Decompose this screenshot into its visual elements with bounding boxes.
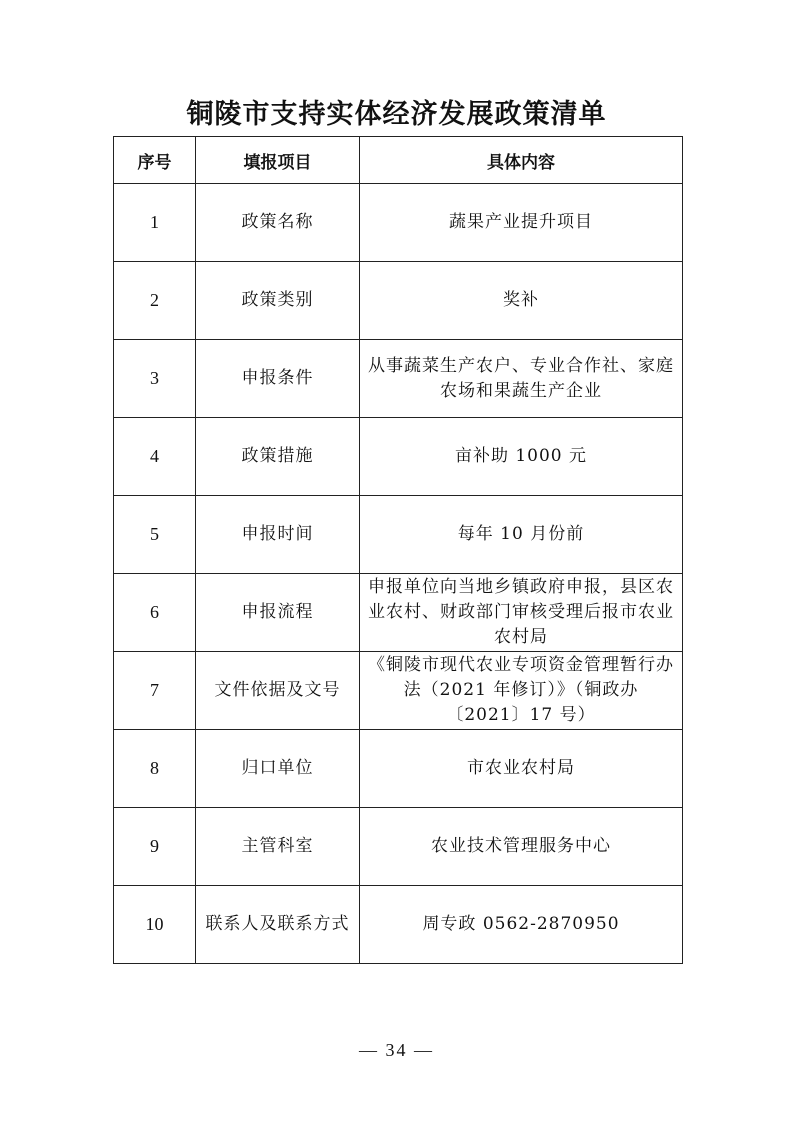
document-title: 铜陵市支持实体经济发展政策清单 bbox=[186, 99, 607, 130]
table-row bbox=[114, 886, 683, 964]
row-content: 市农业农村局 bbox=[360, 730, 683, 808]
row-number: 1 bbox=[114, 184, 196, 262]
row-item: 政策措施 bbox=[196, 418, 360, 496]
header-item: 填报项目 bbox=[196, 137, 360, 184]
row-number: 2 bbox=[114, 262, 196, 340]
page-number: — 34 — bbox=[359, 1040, 434, 1060]
row-number: 6 bbox=[114, 574, 196, 652]
row-number: 10 bbox=[114, 886, 196, 964]
table-row bbox=[114, 340, 683, 418]
table-row bbox=[114, 496, 683, 574]
row-content: 周专政 0562-2870950 bbox=[360, 886, 683, 964]
row-content: 奖补 bbox=[360, 262, 683, 340]
table-row bbox=[114, 574, 683, 652]
row-content: 蔬果产业提升项目 bbox=[360, 184, 683, 262]
row-number: 3 bbox=[114, 340, 196, 418]
table-row bbox=[114, 184, 683, 262]
row-item: 归口单位 bbox=[196, 730, 360, 808]
header-serial-number: 序号 bbox=[114, 137, 196, 184]
table-row bbox=[114, 730, 683, 808]
row-content: 申报单位向当地乡镇政府申报，县区农业农村、财政部门审核受理后报市农业农村局 bbox=[360, 574, 683, 652]
row-content: 《铜陵市现代农业专项资金管理暂行办法（2021 年修订）》（铜政办〔2021〕17 号） bbox=[360, 652, 683, 730]
row-item: 申报流程 bbox=[196, 574, 360, 652]
header-content: 具体内容 bbox=[360, 137, 683, 184]
policy-table bbox=[113, 136, 683, 964]
row-content: 从事蔬菜生产农户、专业合作社、家庭农场和果蔬生产企业 bbox=[360, 340, 683, 418]
table-row bbox=[114, 808, 683, 886]
table-row bbox=[114, 418, 683, 496]
row-item: 申报时间 bbox=[196, 496, 360, 574]
row-content: 每年 10 月份前 bbox=[360, 496, 683, 574]
row-number: 7 bbox=[114, 652, 196, 730]
row-item: 联系人及联系方式 bbox=[196, 886, 360, 964]
row-item: 政策类别 bbox=[196, 262, 360, 340]
row-item: 申报条件 bbox=[196, 340, 360, 418]
row-item: 政策名称 bbox=[196, 184, 360, 262]
row-number: 9 bbox=[114, 808, 196, 886]
row-content: 农业技术管理服务中心 bbox=[360, 808, 683, 886]
table-row bbox=[114, 262, 683, 340]
row-number: 5 bbox=[114, 496, 196, 574]
table-header-row bbox=[114, 137, 683, 184]
table-row bbox=[114, 652, 683, 730]
row-number: 8 bbox=[114, 730, 196, 808]
row-item: 主管科室 bbox=[196, 808, 360, 886]
row-item: 文件依据及文号 bbox=[196, 652, 360, 730]
row-number: 4 bbox=[114, 418, 196, 496]
row-content: 亩补助 1000 元 bbox=[360, 418, 683, 496]
